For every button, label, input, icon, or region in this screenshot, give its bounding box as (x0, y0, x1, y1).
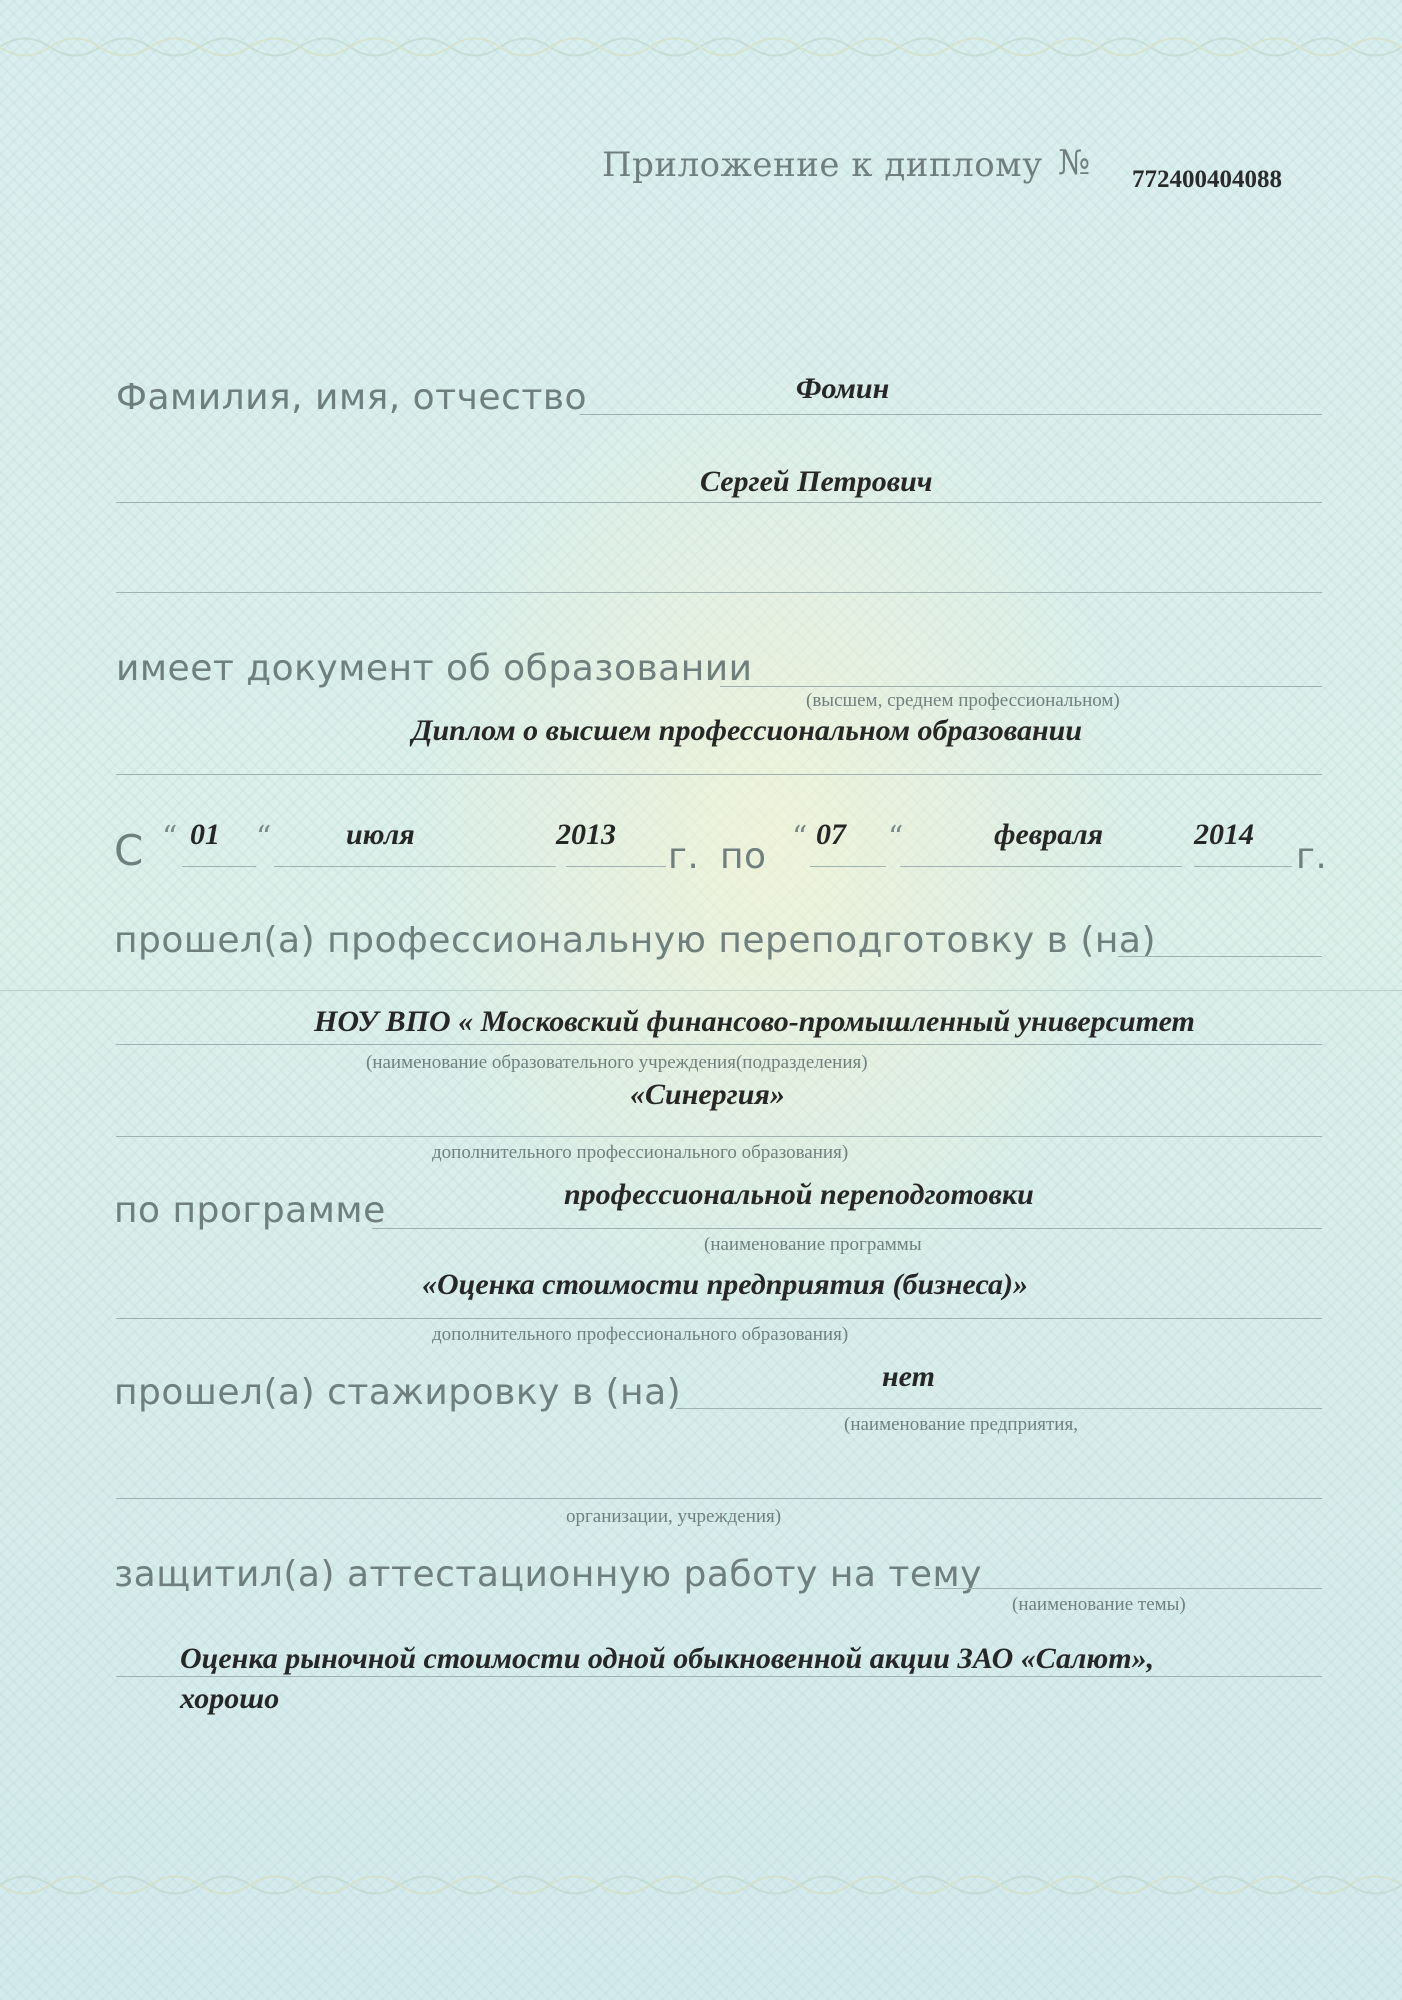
program-value-line-2: «Оценка стоимости предприятия (бизнеса)» (422, 1268, 1028, 1301)
internship-caption-1: (наименование предприятия, (844, 1414, 1078, 1435)
institution-line-2-rule (116, 1136, 1322, 1137)
guilloche-band-top (0, 30, 1402, 64)
number-sign: № (1058, 143, 1091, 183)
institution-line-1-rule (116, 1044, 1322, 1045)
education-doc-caption: (высшем, среднем профессиональном) (806, 690, 1120, 711)
quote-close-1: “ (256, 820, 272, 855)
from-day-line (182, 866, 256, 867)
thesis-value-line-1: Оценка рыночной стоимости одной обыкновенной акции ЗАО «Салют», (180, 1642, 1155, 1675)
program-line-2 (116, 1318, 1322, 1319)
internship-line-1 (676, 1408, 1322, 1409)
institution-line-2: «Синергия» (630, 1078, 785, 1111)
period-from-prefix: С (114, 826, 144, 875)
education-doc-line-1 (720, 686, 1322, 687)
institution-caption-2: дополнительного профессионального образования) (432, 1142, 849, 1163)
from-day-value: 01 (190, 818, 220, 851)
program-line-1 (372, 1228, 1322, 1229)
guilloche-band-bottom (0, 1868, 1402, 1902)
from-month-value: июля (346, 818, 415, 851)
thesis-line-1 (934, 1588, 1322, 1589)
thesis-line-2 (116, 1676, 1322, 1677)
to-day-line (810, 866, 886, 867)
to-month-line (900, 866, 1182, 867)
internship-line-2 (116, 1498, 1322, 1499)
institution-line-1: НОУ ВПО « Московский финансово-промышленный университет (314, 1005, 1195, 1038)
period-to-prefix: по (720, 836, 767, 877)
appendix-title: Приложение к диплому (602, 145, 1043, 185)
program-caption-2: дополнительного профессионального образования) (432, 1324, 849, 1345)
to-year-line (1194, 866, 1292, 867)
quote-open-1: “ (162, 820, 178, 855)
program-value-line-1: профессиональной переподготовки (564, 1178, 1034, 1211)
year-suffix-2: г. (1296, 836, 1328, 877)
retraining-line-1 (1118, 956, 1322, 957)
education-doc-value: Диплом о высшем профессиональном образовании (412, 714, 1083, 747)
thesis-value-line-2: хорошо (180, 1682, 280, 1715)
from-month-line (274, 866, 556, 867)
quote-open-2: “ (792, 820, 808, 855)
retraining-label: прошел(а) профессиональную переподготовку в (на) (114, 920, 1157, 961)
to-year-value: 2014 (1194, 818, 1254, 851)
fullname-line-1 (580, 414, 1322, 415)
year-suffix-1: г. (668, 836, 700, 877)
program-caption-1: (наименование программы (704, 1234, 922, 1255)
education-doc-label: имеет документ об образовании (116, 648, 753, 689)
to-month-value: февраля (994, 818, 1104, 851)
program-label: по программе (114, 1190, 386, 1231)
education-doc-line-2 (116, 774, 1322, 775)
fullname-label: Фамилия, имя, отчество (116, 377, 588, 418)
from-year-line (566, 866, 666, 867)
diploma-number: 772400404088 (1132, 166, 1282, 193)
fullname-line-3 (116, 592, 1322, 593)
given-names-value: Сергей Петрович (700, 465, 933, 498)
page-fold-line (0, 990, 1402, 991)
surname-value: Фомин (796, 372, 890, 405)
internship-value: нет (882, 1360, 935, 1393)
fullname-line-2 (116, 502, 1322, 503)
quote-close-2: “ (888, 820, 904, 855)
internship-label: прошел(а) стажировку в (на) (114, 1372, 682, 1413)
internship-caption-2: организации, учреждения) (566, 1506, 782, 1527)
thesis-caption: (наименование темы) (1012, 1594, 1186, 1615)
from-year-value: 2013 (556, 818, 616, 851)
thesis-label: защитил(а) аттестационную работу на тему (114, 1554, 982, 1595)
to-day-value: 07 (816, 818, 846, 851)
institution-caption-1: (наименование образовательного учреждения(подразделения) (366, 1052, 868, 1073)
